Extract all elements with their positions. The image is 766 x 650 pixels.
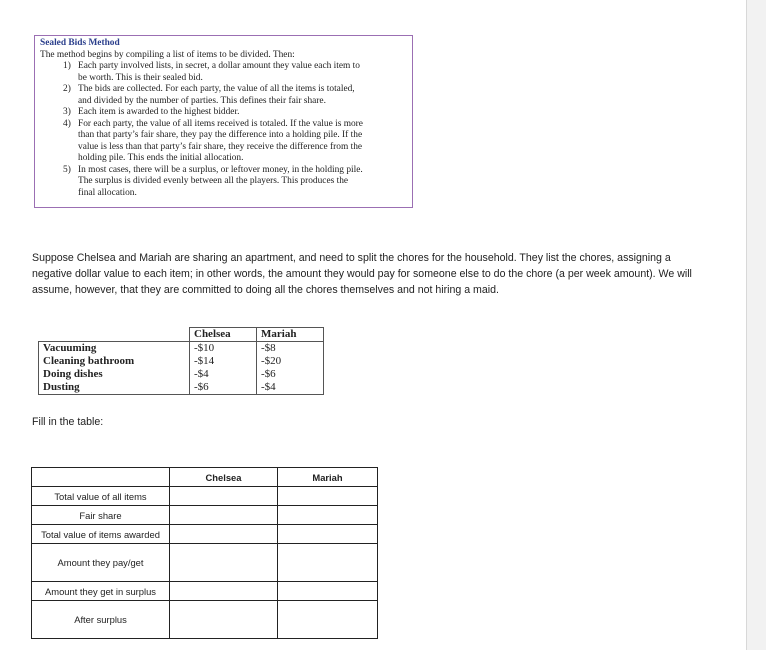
fill-in-table bbox=[31, 467, 378, 639]
empty-header-cell bbox=[39, 328, 190, 342]
sealed-bids-method-box bbox=[34, 35, 413, 208]
paragraph-line: Suppose Chelsea and Mariah are sharing an apartment, and need to split the chores for the household. They list the chores, assigning a bbox=[32, 252, 671, 264]
chore-name: Dusting bbox=[39, 381, 190, 395]
step-line: Each item is awarded to the highest bidder. bbox=[78, 107, 240, 117]
step-line: than that party’s fair share, they pay the difference into a holding pile. If the bbox=[78, 130, 363, 140]
mariah-bid: -$20 bbox=[257, 355, 324, 368]
mariah-bid: -$4 bbox=[257, 381, 324, 395]
chelsea-answer-cell[interactable] bbox=[170, 582, 278, 601]
method-step bbox=[40, 61, 407, 84]
table-row bbox=[32, 544, 378, 582]
table-row bbox=[32, 601, 378, 639]
chore-name: Vacuuming bbox=[39, 342, 190, 356]
mariah-answer-cell[interactable] bbox=[278, 506, 378, 525]
chelsea-bid: -$14 bbox=[190, 355, 257, 368]
step-line: final allocation. bbox=[78, 187, 137, 198]
table-row bbox=[39, 355, 324, 368]
method-intro: The method begins by compiling a list of items to be divided. Then: bbox=[40, 49, 295, 60]
header-chelsea: Chelsea bbox=[190, 328, 257, 342]
step-number: 2) bbox=[63, 84, 71, 94]
mariah-bid: -$6 bbox=[257, 368, 324, 381]
step-line: value is less than that party’s fair share, they receive the difference from the bbox=[78, 141, 363, 152]
fill-header-row bbox=[32, 468, 378, 487]
table-row bbox=[39, 381, 324, 395]
chelsea-answer-cell[interactable] bbox=[170, 544, 278, 582]
step-line: The surplus is divided evenly between all the players. This produces the bbox=[78, 176, 349, 186]
chelsea-bid: -$10 bbox=[190, 342, 257, 356]
step-number: 5) bbox=[63, 164, 71, 175]
step-line: holding pile. This ends the initial allocation. bbox=[78, 153, 244, 163]
method-step bbox=[40, 165, 407, 200]
paragraph-line: negative dollar value to each item; in other words, the amount they would pay for someone else to do the chore (a per week amount). We will bbox=[32, 268, 692, 280]
table-row bbox=[32, 487, 378, 506]
step-number: 4) bbox=[63, 118, 71, 129]
table-row bbox=[39, 368, 324, 381]
mariah-bid: -$8 bbox=[257, 342, 324, 356]
chores-bid-table bbox=[38, 327, 324, 395]
row-label: Fair share bbox=[32, 506, 170, 525]
chelsea-answer-cell[interactable] bbox=[170, 506, 278, 525]
step-line: Each party involved lists, in secret, a dollar amount they value each item to bbox=[78, 61, 360, 71]
mariah-answer-cell[interactable] bbox=[278, 525, 378, 544]
mariah-answer-cell[interactable] bbox=[278, 544, 378, 582]
step-line: For each party, the value of all items received is totaled. If the value is more bbox=[78, 118, 363, 129]
method-title: Sealed Bids Method bbox=[40, 38, 120, 48]
row-label: Amount they pay/get bbox=[32, 544, 170, 582]
step-line: and divided by the number of parties. This defines their fair share. bbox=[78, 95, 326, 106]
chelsea-answer-cell[interactable] bbox=[170, 487, 278, 506]
fill-instruction: Fill in the table: bbox=[32, 416, 104, 428]
row-label: Total value of all items bbox=[32, 487, 170, 506]
chelsea-answer-cell[interactable] bbox=[170, 601, 278, 639]
table-row bbox=[32, 582, 378, 601]
chelsea-bid: -$4 bbox=[190, 368, 257, 381]
chelsea-bid: -$6 bbox=[190, 381, 257, 395]
method-step bbox=[40, 84, 407, 107]
empty-header-cell bbox=[32, 468, 170, 487]
method-step bbox=[40, 107, 407, 119]
mariah-answer-cell[interactable] bbox=[278, 487, 378, 506]
chore-name: Doing dishes bbox=[39, 368, 190, 381]
header-chelsea: Chelsea bbox=[170, 468, 278, 487]
mariah-answer-cell[interactable] bbox=[278, 582, 378, 601]
chore-name: Cleaning bathroom bbox=[39, 355, 190, 368]
header-mariah: Mariah bbox=[257, 328, 324, 342]
row-label: Total value of items awarded bbox=[32, 525, 170, 544]
table-row bbox=[32, 506, 378, 525]
method-step bbox=[40, 119, 407, 165]
header-mariah: Mariah bbox=[278, 468, 378, 487]
step-line: The bids are collected. For each party, the value of all the items is totaled, bbox=[78, 84, 355, 94]
chelsea-answer-cell[interactable] bbox=[170, 525, 278, 544]
table-row bbox=[39, 342, 324, 356]
step-number: 3) bbox=[63, 107, 71, 117]
mariah-answer-cell[interactable] bbox=[278, 601, 378, 639]
row-label: After surplus bbox=[32, 601, 170, 639]
step-number: 1) bbox=[63, 61, 71, 71]
step-line: In most cases, there will be a surplus, or leftover money, in the holding pile. bbox=[78, 164, 363, 175]
chores-header-row bbox=[39, 328, 324, 342]
step-line: be worth. This is their sealed bid. bbox=[78, 72, 203, 83]
paragraph-line: assume, however, that they are committed to doing all the chores themselves and not hiring a maid. bbox=[32, 284, 499, 296]
problem-paragraph bbox=[32, 250, 732, 298]
table-row bbox=[32, 525, 378, 544]
row-label: Amount they get in surplus bbox=[32, 582, 170, 601]
method-steps bbox=[40, 61, 407, 199]
